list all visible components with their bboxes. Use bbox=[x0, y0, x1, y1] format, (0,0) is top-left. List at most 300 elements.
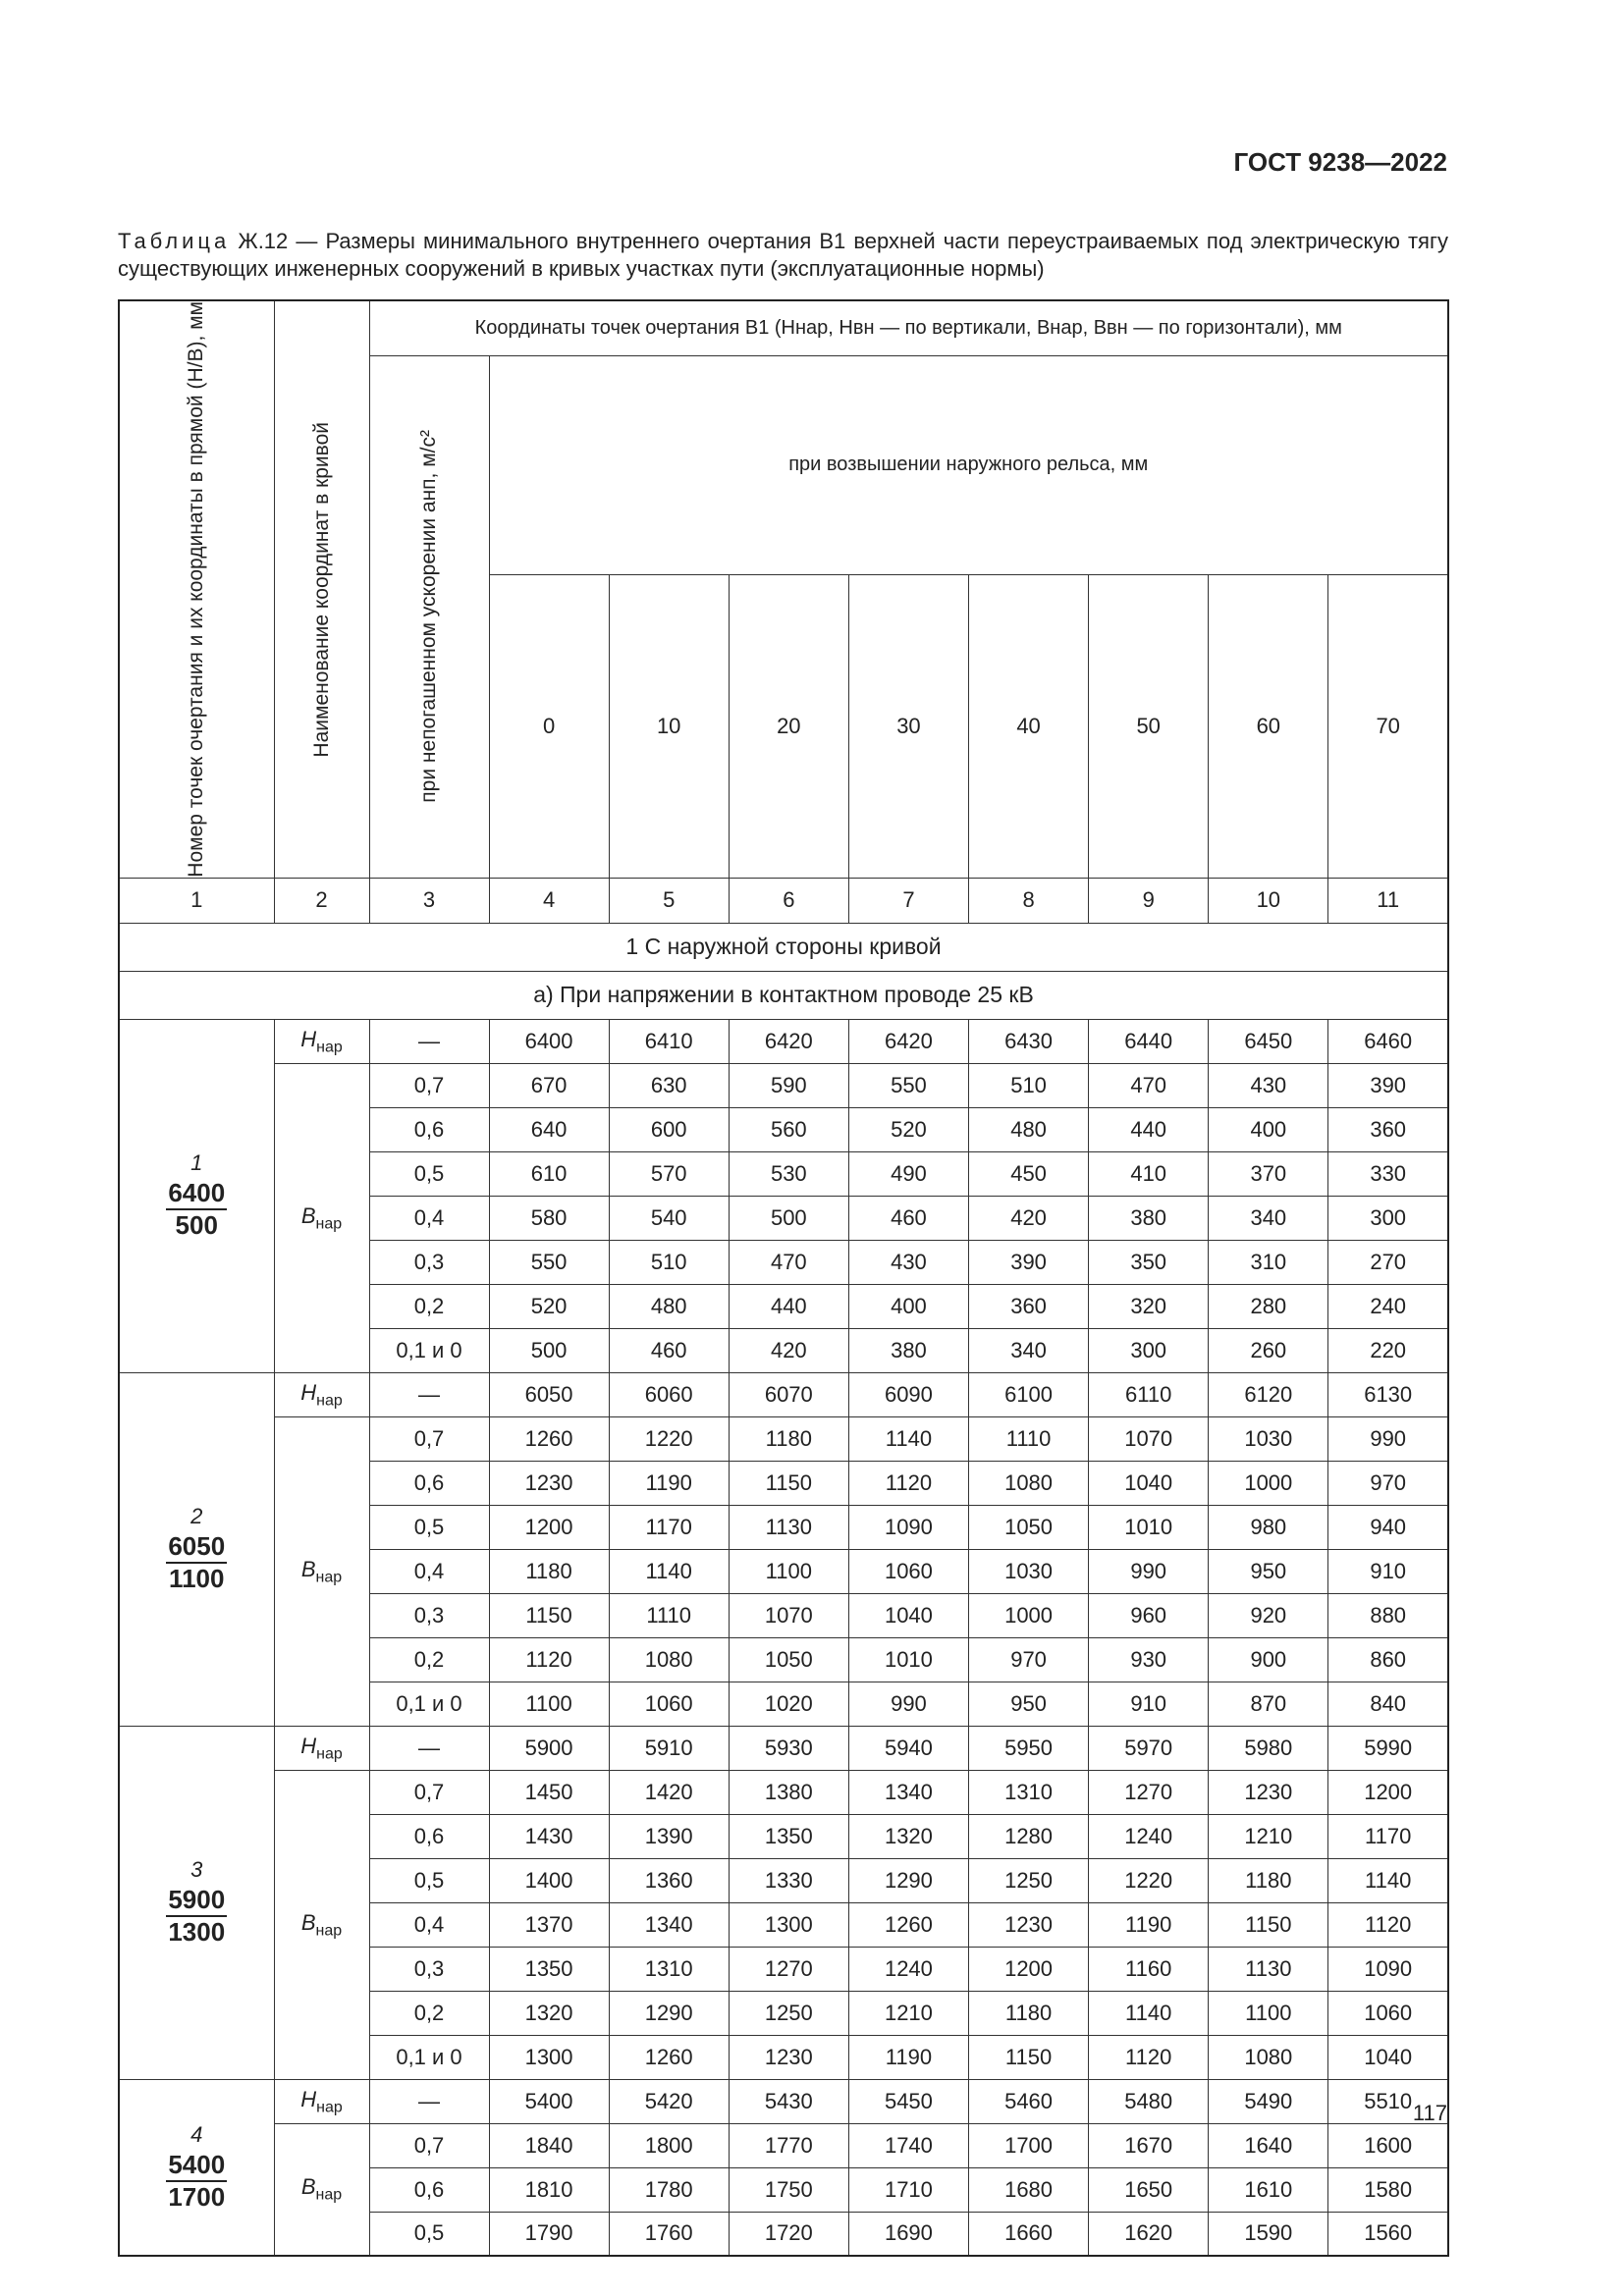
coordinate-subscript: нар bbox=[316, 2098, 343, 2115]
value-cell: 1070 bbox=[729, 1593, 848, 1637]
value-cell: 5510 bbox=[1328, 2079, 1448, 2123]
value-cell: 220 bbox=[1328, 1328, 1448, 1372]
value-cell: 360 bbox=[1328, 1107, 1448, 1151]
value-cell: 1140 bbox=[609, 1549, 729, 1593]
value-cell: 1380 bbox=[729, 1770, 848, 1814]
value-cell: 330 bbox=[1328, 1151, 1448, 1196]
value-cell: 5400 bbox=[489, 2079, 609, 2123]
subsection-title: а) При напряжении в контактном проводе 25 кВ bbox=[119, 971, 1448, 1019]
value-cell: 1130 bbox=[729, 1505, 848, 1549]
value-cell: 6430 bbox=[969, 1019, 1089, 1063]
value-cell: 970 bbox=[1328, 1461, 1448, 1505]
value-cell: 470 bbox=[1089, 1063, 1209, 1107]
value-cell: 1290 bbox=[848, 1858, 968, 1902]
acceleration-cell: — bbox=[369, 1372, 489, 1416]
value-cell: 1090 bbox=[1328, 1947, 1448, 1991]
elevation-header-cell: 50 bbox=[1089, 575, 1209, 879]
value-cell: 1170 bbox=[1328, 1814, 1448, 1858]
value-cell: 6400 bbox=[489, 1019, 609, 1063]
value-cell: 600 bbox=[609, 1107, 729, 1151]
value-cell: 300 bbox=[1089, 1328, 1209, 1372]
value-cell: 1100 bbox=[489, 1682, 609, 1726]
value-cell: 1710 bbox=[848, 2167, 968, 2212]
point-cell bbox=[119, 2079, 274, 2256]
acceleration-cell: 0,6 bbox=[369, 1461, 489, 1505]
point-b: 1300 bbox=[168, 1917, 226, 1948]
value-cell: 1200 bbox=[489, 1505, 609, 1549]
value-cell: 5430 bbox=[729, 2079, 848, 2123]
column-number-cell: 3 bbox=[369, 878, 489, 923]
value-cell: 260 bbox=[1209, 1328, 1328, 1372]
value-cell: 430 bbox=[848, 1240, 968, 1284]
value-cell: 1110 bbox=[969, 1416, 1089, 1461]
table-row bbox=[119, 1726, 1448, 1770]
value-cell: 580 bbox=[489, 1196, 609, 1240]
header-point-numbers: Номер точек очертания и их координаты в прямой (H/B), мм bbox=[119, 300, 274, 878]
value-cell: 1450 bbox=[489, 1770, 609, 1814]
value-cell: 1720 bbox=[729, 2212, 848, 2256]
value-cell: 1750 bbox=[729, 2167, 848, 2212]
column-number-cell: 5 bbox=[609, 878, 729, 923]
page-number: 117 bbox=[1412, 2101, 1447, 2125]
value-cell: 570 bbox=[609, 1151, 729, 1196]
value-cell: 1120 bbox=[1089, 2035, 1209, 2079]
value-cell: 1260 bbox=[489, 1416, 609, 1461]
value-cell: 940 bbox=[1328, 1505, 1448, 1549]
clearance-table bbox=[118, 299, 1449, 2257]
value-cell: 490 bbox=[848, 1151, 968, 1196]
value-cell: 1620 bbox=[1089, 2212, 1209, 2256]
point-cell bbox=[119, 1726, 274, 2079]
acceleration-cell: 0,7 bbox=[369, 1416, 489, 1461]
value-cell: 1260 bbox=[848, 1902, 968, 1947]
value-cell: 550 bbox=[848, 1063, 968, 1107]
point-b: 1700 bbox=[168, 2181, 226, 2212]
value-cell: 5420 bbox=[609, 2079, 729, 2123]
value-cell: 1090 bbox=[848, 1505, 968, 1549]
value-cell: 6460 bbox=[1328, 1019, 1448, 1063]
value-cell: 1010 bbox=[848, 1637, 968, 1682]
elevation-header-cell: 60 bbox=[1209, 575, 1328, 879]
value-cell: 1160 bbox=[1089, 1947, 1209, 1991]
coordinate-letter: H bbox=[300, 1733, 317, 1758]
table-row bbox=[119, 1063, 1448, 1107]
point-cell bbox=[119, 1019, 274, 1372]
acceleration-cell: 0,1 и 0 bbox=[369, 1682, 489, 1726]
value-cell: 1800 bbox=[609, 2123, 729, 2167]
coordinate-name-cell bbox=[274, 1019, 369, 1063]
value-cell: 1190 bbox=[609, 1461, 729, 1505]
value-cell: 1270 bbox=[1089, 1770, 1209, 1814]
value-cell: 500 bbox=[729, 1196, 848, 1240]
value-cell: 1100 bbox=[1209, 1991, 1328, 2035]
acceleration-cell: 0,3 bbox=[369, 1240, 489, 1284]
value-cell: 300 bbox=[1328, 1196, 1448, 1240]
value-cell: 390 bbox=[1328, 1063, 1448, 1107]
value-cell: 240 bbox=[1328, 1284, 1448, 1328]
value-cell: 5940 bbox=[848, 1726, 968, 1770]
coordinate-letter: B bbox=[300, 2174, 316, 2200]
header-coordinates: Координаты точек очертания В1 (Hнар, Hвн — по вертикали, Bнар, Bвн — по горизонтали), мм bbox=[369, 300, 1448, 355]
value-cell: 1140 bbox=[848, 1416, 968, 1461]
value-cell: 1580 bbox=[1328, 2167, 1448, 2212]
value-cell: 310 bbox=[1209, 1240, 1328, 1284]
value-cell: 960 bbox=[1089, 1593, 1209, 1637]
coordinate-subscript: нар bbox=[315, 1568, 343, 1585]
value-cell: 420 bbox=[969, 1196, 1089, 1240]
value-cell: 640 bbox=[489, 1107, 609, 1151]
value-cell: 1590 bbox=[1209, 2212, 1328, 2256]
coordinate-letter: B bbox=[300, 1202, 316, 1228]
value-cell: 1740 bbox=[848, 2123, 968, 2167]
elevation-header-cell: 0 bbox=[489, 575, 609, 879]
point-h: 6400 bbox=[166, 1178, 227, 1210]
acceleration-cell: 0,2 bbox=[369, 1991, 489, 2035]
header-coordinate-name: Наименование координат в кривой bbox=[274, 300, 369, 878]
value-cell: 520 bbox=[489, 1284, 609, 1328]
value-cell: 1370 bbox=[489, 1902, 609, 1947]
value-cell: 1130 bbox=[1209, 1947, 1328, 1991]
elevation-header-cell: 10 bbox=[609, 575, 729, 879]
value-cell: 460 bbox=[609, 1328, 729, 1372]
value-cell: 1240 bbox=[1089, 1814, 1209, 1858]
column-number-cell: 8 bbox=[969, 878, 1089, 923]
acceleration-cell: — bbox=[369, 1019, 489, 1063]
value-cell: 1610 bbox=[1209, 2167, 1328, 2212]
acceleration-cell: 0,4 bbox=[369, 1196, 489, 1240]
value-cell: 630 bbox=[609, 1063, 729, 1107]
coordinate-name-cell bbox=[274, 1726, 369, 1770]
value-cell: 610 bbox=[489, 1151, 609, 1196]
column-number-cell: 7 bbox=[848, 878, 968, 923]
value-cell: 1220 bbox=[609, 1416, 729, 1461]
value-cell: 1000 bbox=[969, 1593, 1089, 1637]
column-number-cell: 6 bbox=[729, 878, 848, 923]
value-cell: 1310 bbox=[609, 1947, 729, 1991]
acceleration-cell: 0,3 bbox=[369, 1947, 489, 1991]
elevation-header-cell: 70 bbox=[1328, 575, 1448, 879]
value-cell: 1180 bbox=[729, 1416, 848, 1461]
value-cell: 840 bbox=[1328, 1682, 1448, 1726]
value-cell: 390 bbox=[969, 1240, 1089, 1284]
value-cell: 1300 bbox=[489, 2035, 609, 2079]
column-number-cell: 2 bbox=[274, 878, 369, 923]
column-number-cell: 4 bbox=[489, 878, 609, 923]
coordinate-letter: H bbox=[300, 1379, 317, 1405]
value-cell: 6060 bbox=[609, 1372, 729, 1416]
caption-prefix: Таблица bbox=[118, 229, 231, 253]
acceleration-cell: 0,5 bbox=[369, 1858, 489, 1902]
value-cell: 1200 bbox=[1328, 1770, 1448, 1814]
value-cell: 1190 bbox=[1089, 1902, 1209, 1947]
value-cell: 1760 bbox=[609, 2212, 729, 2256]
value-cell: 6440 bbox=[1089, 1019, 1209, 1063]
value-cell: 510 bbox=[609, 1240, 729, 1284]
value-cell: 1060 bbox=[848, 1549, 968, 1593]
value-cell: 1060 bbox=[1328, 1991, 1448, 2035]
value-cell: 1670 bbox=[1089, 2123, 1209, 2167]
acceleration-cell: 0,3 bbox=[369, 1593, 489, 1637]
coordinate-subscript: нар bbox=[315, 2186, 343, 2204]
value-cell: 370 bbox=[1209, 1151, 1328, 1196]
value-cell: 1700 bbox=[969, 2123, 1089, 2167]
value-cell: 1770 bbox=[729, 2123, 848, 2167]
acceleration-cell: 0,5 bbox=[369, 1151, 489, 1196]
value-cell: 6050 bbox=[489, 1372, 609, 1416]
value-cell: 1790 bbox=[489, 2212, 609, 2256]
value-cell: 880 bbox=[1328, 1593, 1448, 1637]
acceleration-cell: — bbox=[369, 2079, 489, 2123]
coordinate-subscript: нар bbox=[316, 1038, 343, 1055]
value-cell: 950 bbox=[969, 1682, 1089, 1726]
value-cell: 990 bbox=[848, 1682, 968, 1726]
value-cell: 6410 bbox=[609, 1019, 729, 1063]
value-cell: 1330 bbox=[729, 1858, 848, 1902]
value-cell: 1230 bbox=[969, 1902, 1089, 1947]
value-cell: 1180 bbox=[1209, 1858, 1328, 1902]
value-cell: 1360 bbox=[609, 1858, 729, 1902]
value-cell: 1780 bbox=[609, 2167, 729, 2212]
point-number: 3 bbox=[190, 1857, 203, 1883]
value-cell: 5910 bbox=[609, 1726, 729, 1770]
value-cell: 1150 bbox=[969, 2035, 1089, 2079]
coordinate-name-cell bbox=[274, 2079, 369, 2123]
point-fraction bbox=[166, 1885, 227, 1948]
value-cell: 870 bbox=[1209, 1682, 1328, 1726]
value-cell: 1650 bbox=[1089, 2167, 1209, 2212]
value-cell: 480 bbox=[969, 1107, 1089, 1151]
value-cell: 1000 bbox=[1209, 1461, 1328, 1505]
value-cell: 420 bbox=[729, 1328, 848, 1372]
value-cell: 360 bbox=[969, 1284, 1089, 1328]
value-cell: 400 bbox=[848, 1284, 968, 1328]
coordinate-name-cell bbox=[274, 1063, 369, 1372]
value-cell: 440 bbox=[729, 1284, 848, 1328]
coordinate-subscript: нар bbox=[316, 1391, 343, 1409]
acceleration-cell: 0,5 bbox=[369, 1505, 489, 1549]
coordinate-letter: B bbox=[300, 1909, 316, 1935]
point-cell bbox=[119, 1372, 274, 1726]
value-cell: 1600 bbox=[1328, 2123, 1448, 2167]
table-row bbox=[119, 2079, 1448, 2123]
value-cell: 460 bbox=[848, 1196, 968, 1240]
point-fraction bbox=[166, 1531, 227, 1594]
value-cell: 1250 bbox=[729, 1991, 848, 2035]
value-cell: 5490 bbox=[1209, 2079, 1328, 2123]
value-cell: 1070 bbox=[1089, 1416, 1209, 1461]
value-cell: 1030 bbox=[1209, 1416, 1328, 1461]
value-cell: 670 bbox=[489, 1063, 609, 1107]
value-cell: 920 bbox=[1209, 1593, 1328, 1637]
table-row bbox=[119, 1770, 1448, 1814]
value-cell: 1320 bbox=[848, 1814, 968, 1858]
value-cell: 1250 bbox=[969, 1858, 1089, 1902]
value-cell: 1150 bbox=[729, 1461, 848, 1505]
coordinate-subscript: нар bbox=[316, 1744, 343, 1762]
acceleration-cell: — bbox=[369, 1726, 489, 1770]
column-number-cell: 10 bbox=[1209, 878, 1328, 923]
value-cell: 380 bbox=[1089, 1196, 1209, 1240]
value-cell: 1170 bbox=[609, 1505, 729, 1549]
value-cell: 6130 bbox=[1328, 1372, 1448, 1416]
value-cell: 1030 bbox=[969, 1549, 1089, 1593]
value-cell: 400 bbox=[1209, 1107, 1328, 1151]
value-cell: 1140 bbox=[1089, 1991, 1209, 2035]
value-cell: 5990 bbox=[1328, 1726, 1448, 1770]
header-elevation: при возвышении наружного рельса, мм bbox=[489, 355, 1448, 575]
value-cell: 540 bbox=[609, 1196, 729, 1240]
value-cell: 930 bbox=[1089, 1637, 1209, 1682]
value-cell: 520 bbox=[848, 1107, 968, 1151]
value-cell: 1260 bbox=[609, 2035, 729, 2079]
value-cell: 1390 bbox=[609, 1814, 729, 1858]
column-number-cell: 9 bbox=[1089, 878, 1209, 923]
coordinate-letter: H bbox=[300, 1026, 317, 1051]
value-cell: 1400 bbox=[489, 1858, 609, 1902]
point-number: 4 bbox=[190, 2121, 203, 2147]
value-cell: 6450 bbox=[1209, 1019, 1328, 1063]
coordinate-subscript: нар bbox=[315, 1921, 343, 1939]
value-cell: 1230 bbox=[1209, 1770, 1328, 1814]
coordinate-letter: H bbox=[300, 2086, 317, 2111]
acceleration-cell: 0,7 bbox=[369, 1063, 489, 1107]
value-cell: 1080 bbox=[1209, 2035, 1328, 2079]
value-cell: 1050 bbox=[969, 1505, 1089, 1549]
value-cell: 910 bbox=[1328, 1549, 1448, 1593]
value-cell: 5480 bbox=[1089, 2079, 1209, 2123]
value-cell: 1210 bbox=[1209, 1814, 1328, 1858]
value-cell: 5950 bbox=[969, 1726, 1089, 1770]
value-cell: 1680 bbox=[969, 2167, 1089, 2212]
value-cell: 5900 bbox=[489, 1726, 609, 1770]
value-cell: 1420 bbox=[609, 1770, 729, 1814]
value-cell: 6070 bbox=[729, 1372, 848, 1416]
value-cell: 1290 bbox=[609, 1991, 729, 2035]
elevation-header-cell: 30 bbox=[848, 575, 968, 879]
value-cell: 320 bbox=[1089, 1284, 1209, 1328]
value-cell: 900 bbox=[1209, 1637, 1328, 1682]
value-cell: 1190 bbox=[848, 2035, 968, 2079]
value-cell: 1180 bbox=[969, 1991, 1089, 2035]
value-cell: 1210 bbox=[848, 1991, 968, 2035]
value-cell: 1310 bbox=[969, 1770, 1089, 1814]
value-cell: 590 bbox=[729, 1063, 848, 1107]
value-cell: 6090 bbox=[848, 1372, 968, 1416]
coordinate-letter: B bbox=[300, 1556, 316, 1581]
coordinate-name-cell bbox=[274, 1372, 369, 1416]
value-cell: 1080 bbox=[609, 1637, 729, 1682]
elevation-header-cell: 40 bbox=[969, 575, 1089, 879]
value-cell: 5450 bbox=[848, 2079, 968, 2123]
value-cell: 1120 bbox=[848, 1461, 968, 1505]
point-number: 1 bbox=[190, 1150, 203, 1176]
header-acceleration: при непогашенном ускорении aнп, м/с² bbox=[369, 355, 489, 878]
value-cell: 1350 bbox=[729, 1814, 848, 1858]
table-row bbox=[119, 1416, 1448, 1461]
value-cell: 1020 bbox=[729, 1682, 848, 1726]
value-cell: 1230 bbox=[729, 2035, 848, 2079]
value-cell: 970 bbox=[969, 1637, 1089, 1682]
value-cell: 990 bbox=[1089, 1549, 1209, 1593]
value-cell: 340 bbox=[1209, 1196, 1328, 1240]
point-h: 6050 bbox=[166, 1531, 227, 1564]
value-cell: 1080 bbox=[969, 1461, 1089, 1505]
value-cell: 1690 bbox=[848, 2212, 968, 2256]
value-cell: 5980 bbox=[1209, 1726, 1328, 1770]
document-code: ГОСТ 9238—2022 bbox=[1233, 147, 1447, 177]
value-cell: 500 bbox=[489, 1328, 609, 1372]
table-row bbox=[119, 2123, 1448, 2167]
value-cell: 990 bbox=[1328, 1416, 1448, 1461]
point-b: 500 bbox=[175, 1210, 218, 1241]
coordinate-name-cell bbox=[274, 1770, 369, 2079]
acceleration-cell: 0,4 bbox=[369, 1902, 489, 1947]
value-cell: 1140 bbox=[1328, 1858, 1448, 1902]
value-cell: 430 bbox=[1209, 1063, 1328, 1107]
value-cell: 1180 bbox=[489, 1549, 609, 1593]
value-cell: 480 bbox=[609, 1284, 729, 1328]
section-title: 1 С наружной стороны кривой bbox=[119, 923, 1448, 971]
value-cell: 340 bbox=[969, 1328, 1089, 1372]
value-cell: 1100 bbox=[729, 1549, 848, 1593]
table-row bbox=[119, 1019, 1448, 1063]
value-cell: 1040 bbox=[1089, 1461, 1209, 1505]
caption-text: Ж.12 — Размеры минимального внутреннего очертания В1 верхней части переустраиваемых под электрическую тягу существующих инженерных сооружений в кривых участках пути (эксплуатационные нормы) bbox=[118, 229, 1448, 281]
coordinate-name-cell bbox=[274, 1416, 369, 1726]
value-cell: 1660 bbox=[969, 2212, 1089, 2256]
acceleration-cell: 0,4 bbox=[369, 1549, 489, 1593]
acceleration-cell: 0,7 bbox=[369, 2123, 489, 2167]
acceleration-cell: 0,6 bbox=[369, 1814, 489, 1858]
point-h: 5400 bbox=[166, 2150, 227, 2182]
value-cell: 1050 bbox=[729, 1637, 848, 1682]
point-fraction bbox=[166, 1178, 227, 1241]
value-cell: 1040 bbox=[848, 1593, 968, 1637]
table-row bbox=[119, 1372, 1448, 1416]
acceleration-cell: 0,1 и 0 bbox=[369, 2035, 489, 2079]
value-cell: 530 bbox=[729, 1151, 848, 1196]
value-cell: 1220 bbox=[1089, 1858, 1209, 1902]
value-cell: 6420 bbox=[848, 1019, 968, 1063]
table-caption bbox=[118, 228, 1448, 283]
value-cell: 1040 bbox=[1328, 2035, 1448, 2079]
value-cell: 1340 bbox=[609, 1902, 729, 1947]
acceleration-cell: 0,2 bbox=[369, 1284, 489, 1328]
value-cell: 1640 bbox=[1209, 2123, 1328, 2167]
value-cell: 510 bbox=[969, 1063, 1089, 1107]
value-cell: 1200 bbox=[969, 1947, 1089, 1991]
value-cell: 1810 bbox=[489, 2167, 609, 2212]
value-cell: 380 bbox=[848, 1328, 968, 1372]
value-cell: 550 bbox=[489, 1240, 609, 1284]
value-cell: 440 bbox=[1089, 1107, 1209, 1151]
value-cell: 1300 bbox=[729, 1902, 848, 1947]
value-cell: 950 bbox=[1209, 1549, 1328, 1593]
value-cell: 1270 bbox=[729, 1947, 848, 1991]
value-cell: 1280 bbox=[969, 1814, 1089, 1858]
point-h: 5900 bbox=[166, 1885, 227, 1917]
value-cell: 1110 bbox=[609, 1593, 729, 1637]
value-cell: 1840 bbox=[489, 2123, 609, 2167]
value-cell: 6100 bbox=[969, 1372, 1089, 1416]
coordinate-subscript: нар bbox=[315, 1214, 343, 1232]
column-number-cell: 1 bbox=[119, 878, 274, 923]
value-cell: 6120 bbox=[1209, 1372, 1328, 1416]
value-cell: 1150 bbox=[1209, 1902, 1328, 1947]
point-b: 1100 bbox=[169, 1564, 225, 1594]
value-cell: 5970 bbox=[1089, 1726, 1209, 1770]
value-cell: 1340 bbox=[848, 1770, 968, 1814]
